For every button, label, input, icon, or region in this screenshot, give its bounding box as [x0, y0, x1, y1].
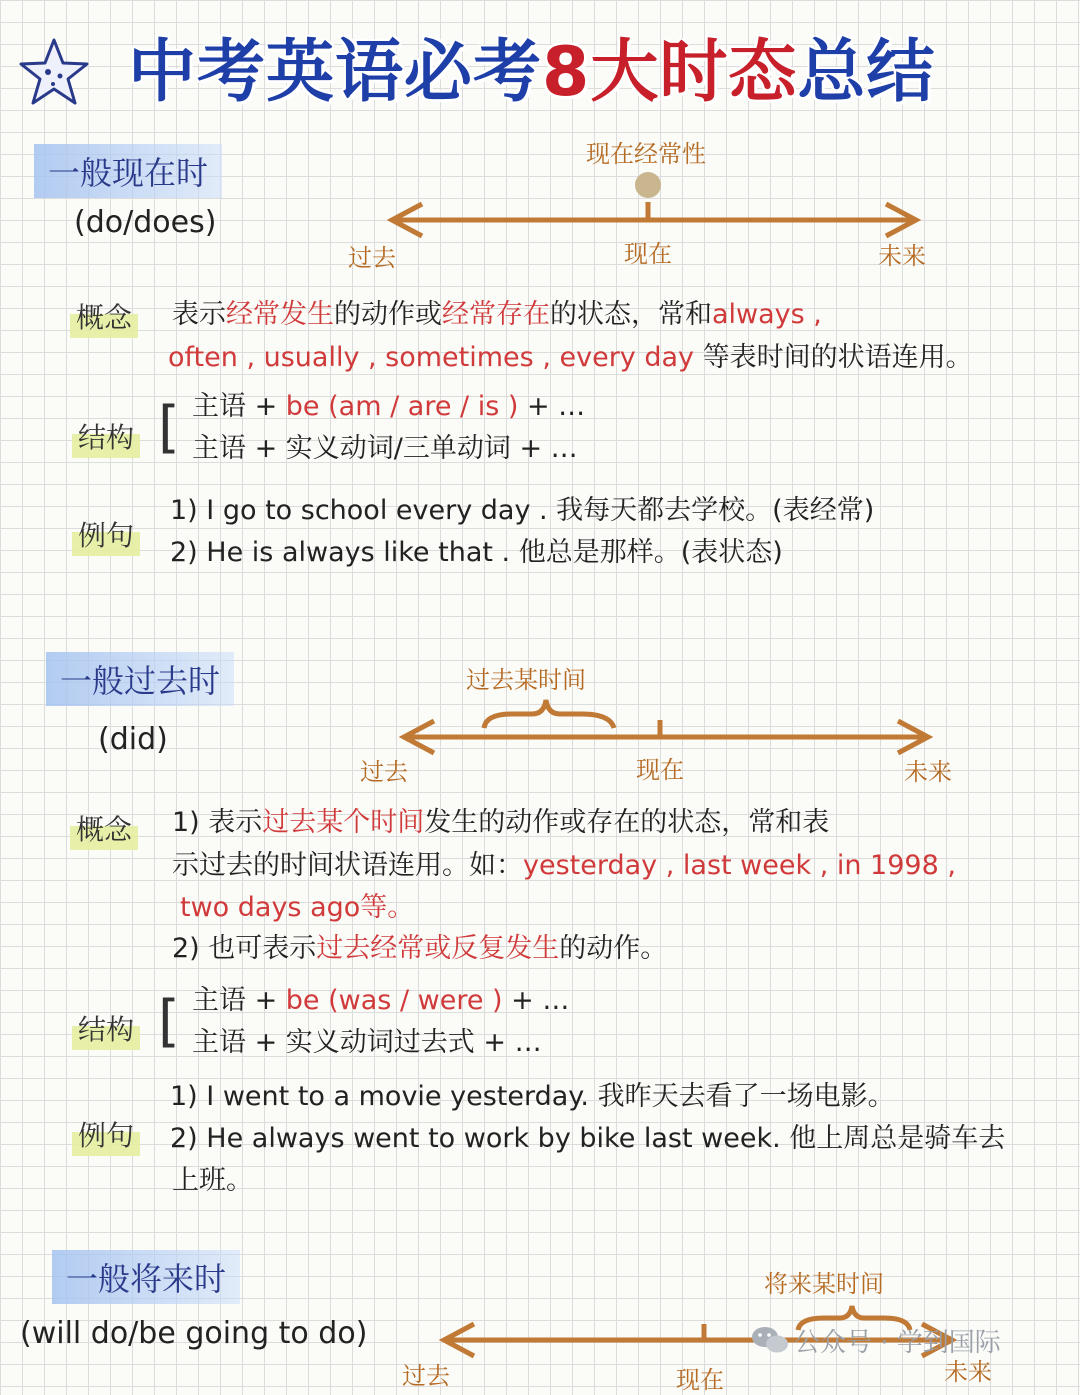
timeline-future-label: 未来 — [904, 758, 952, 786]
wechat-icon — [750, 1324, 790, 1360]
section-form: (do/does) — [74, 205, 217, 240]
title-part-3: 总结 — [797, 33, 936, 112]
section-form: (will do/be going to do) — [20, 1316, 368, 1351]
section-title-future-simple: 一般将来时 — [52, 1250, 240, 1304]
example-2: 2) He always went to work by bike last week. 他上周总是骑车去 — [170, 1123, 1006, 1154]
page-title — [128, 18, 935, 115]
timeline-future-label: 未来 — [878, 242, 926, 270]
structure-label: 结构 — [72, 414, 140, 458]
section-title-past-simple: 一般过去时 — [46, 652, 234, 706]
timeline-top-label: 现在经常性 — [586, 140, 706, 168]
concept-line-2: 示过去的时间状语连用。如：yesterday , last week , in 1998 , — [172, 850, 956, 881]
concept-line-1: 1) 表示过去某个时间发生的动作或存在的状态，常和表 — [172, 807, 830, 838]
timeline-top-label: 过去某时间 — [466, 666, 586, 694]
timeline-top-label: 将来某时间 — [764, 1270, 884, 1298]
timeline-now-label: 现在 — [624, 240, 672, 268]
star-icon — [18, 36, 90, 108]
watermark: 公众号 · 学到国际 — [794, 1328, 1001, 1358]
section-form: (did) — [98, 722, 168, 757]
concept-line-1: 表示经常发生的动作或经常存在的状态，常和always , — [172, 299, 822, 330]
concept-line-3: two days ago等。 — [180, 892, 415, 923]
structure-row-1: 主语 + be (was / were ) + … — [192, 985, 570, 1016]
section-title-present-simple: 一般现在时 — [34, 144, 222, 198]
title-part-1: 中考英语必考 — [128, 33, 543, 112]
example-1: 1) I went to a movie yesterday. 我昨天去看了一场电影。 — [170, 1081, 895, 1112]
timeline-now-label: 现在 — [676, 1366, 724, 1394]
structure-label: 结构 — [72, 1006, 140, 1050]
timeline-future-label: 未来 — [944, 1358, 992, 1386]
timeline-past-label: 过去 — [348, 244, 396, 272]
concept-label: 概念 — [70, 294, 138, 338]
structure-row-2: 主语 + 实义动词过去式 + … — [192, 1027, 542, 1058]
concept-line-2: often , usually , sometimes , every day 等表时间的状语连用。 — [168, 342, 973, 373]
example-2-cont: 上班。 — [172, 1165, 253, 1196]
concept-line-4: 2) 也可表示过去经常或反复发生的动作。 — [172, 933, 668, 964]
timeline-past-label: 过去 — [402, 1362, 450, 1390]
concept-label: 概念 — [70, 806, 138, 850]
bracket-icon: [ — [158, 395, 180, 460]
example-1: 1) I go to school every day . 我每天都去学校。(表经常) — [170, 495, 875, 526]
example-label: 例句 — [72, 1112, 140, 1156]
title-part-2: 8大时态 — [542, 33, 798, 112]
timeline-past-label: 过去 — [360, 758, 408, 786]
example-2: 2) He is always like that . 他总是那样。(表状态) — [170, 537, 783, 568]
timeline-now-label: 现在 — [636, 756, 684, 784]
example-label: 例句 — [72, 512, 140, 556]
structure-row-2: 主语 + 实义动词/三单动词 + … — [192, 433, 578, 464]
structure-row-1: 主语 + be (am / are / is ) + … — [192, 391, 586, 422]
bracket-icon: [ — [158, 989, 180, 1054]
